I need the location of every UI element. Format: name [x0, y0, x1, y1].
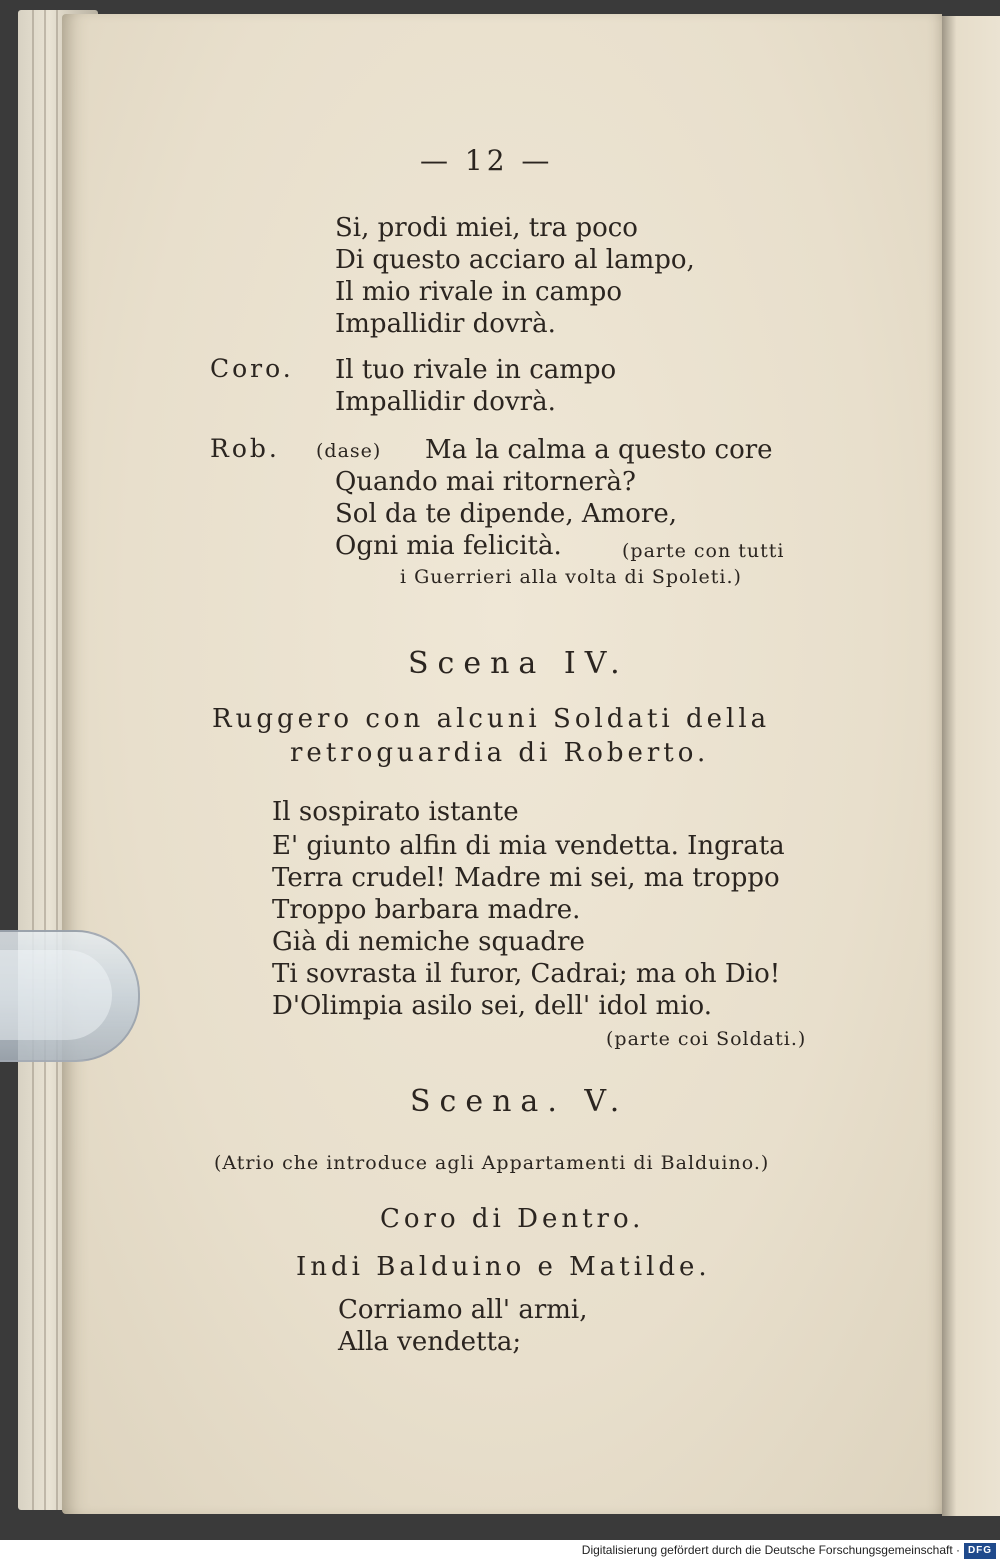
verse-line: Alla vendetta; [338, 1327, 522, 1357]
stage-direction-aside: (dase) [316, 440, 382, 462]
page-edge-line [32, 10, 34, 1510]
speaker-coro: Coro. [210, 354, 294, 383]
scene-characters: retroguardia di Roberto. [290, 738, 710, 768]
verse-line: Il tuo rivale in campo [335, 355, 617, 385]
verse-line: Il mio rivale in campo [335, 277, 622, 307]
verse-line: Di questo acciaro al lampo, [335, 245, 695, 275]
verse-line: Impallidir dovrà. [335, 309, 556, 339]
scene-title: Scena. V. [410, 1084, 629, 1119]
verse-line: Terra crudel! Madre mi sei, ma troppo [272, 863, 780, 893]
page-clip [0, 930, 140, 1062]
page-edge-line [56, 10, 58, 1510]
scene-setting: (Atrio che introduce agli Appartamenti di Balduino.) [214, 1152, 770, 1174]
verse-line: D'Olimpia asilo sei, dell' idol mio. [272, 991, 712, 1021]
verse-line: Ma la calma a questo core [425, 435, 773, 465]
page-number: — 12 — [420, 144, 554, 177]
speaker-rob: Rob. [210, 434, 280, 463]
verse-line: Ti sovrasta il furor, Cadrai; ma oh Dio! [272, 959, 781, 989]
page-clip-highlight [0, 950, 112, 1040]
verse-line: Quando mai ritornerà? [335, 467, 636, 497]
verse-line: Si, prodi miei, tra poco [335, 213, 638, 243]
verse-line: Troppo barbara madre. [272, 895, 581, 925]
stage-direction: (parte con tutti [622, 540, 785, 562]
page-edge-line [44, 10, 46, 1510]
verse-line: E' giunto alfin di mia vendetta. Ingrata [272, 831, 785, 861]
verse-line: Sol da te dipende, Amore, [335, 499, 678, 529]
verse-line: Corriamo all' armi, [338, 1295, 588, 1325]
stage-direction: (parte coi Soldati.) [606, 1028, 807, 1050]
scene-characters: Ruggero con alcuni Soldati della [212, 704, 771, 734]
dfg-logo-icon: DFG [964, 1543, 996, 1559]
digitization-footer [0, 1540, 1000, 1563]
verse-line: Ogni mia felicità. [335, 531, 562, 561]
scene-title: Scena IV. [408, 646, 629, 681]
scene-characters: Coro di Dentro. [380, 1204, 645, 1234]
verse-line: Impallidir dovrà. [335, 387, 556, 417]
verse-line: Il sospirato istante [272, 797, 519, 827]
verse-line: Già di nemiche squadre [272, 927, 585, 957]
scene-characters: Indi Balduino e Matilde. [296, 1252, 711, 1282]
footer-credit: Digitalisierung gefördert durch die Deutsche Forschungsgemeinschaft · [581, 1543, 960, 1557]
stage-direction: i Guerrieri alla volta di Spoleti.) [400, 566, 742, 588]
adjacent-page-edge [942, 16, 1000, 1516]
